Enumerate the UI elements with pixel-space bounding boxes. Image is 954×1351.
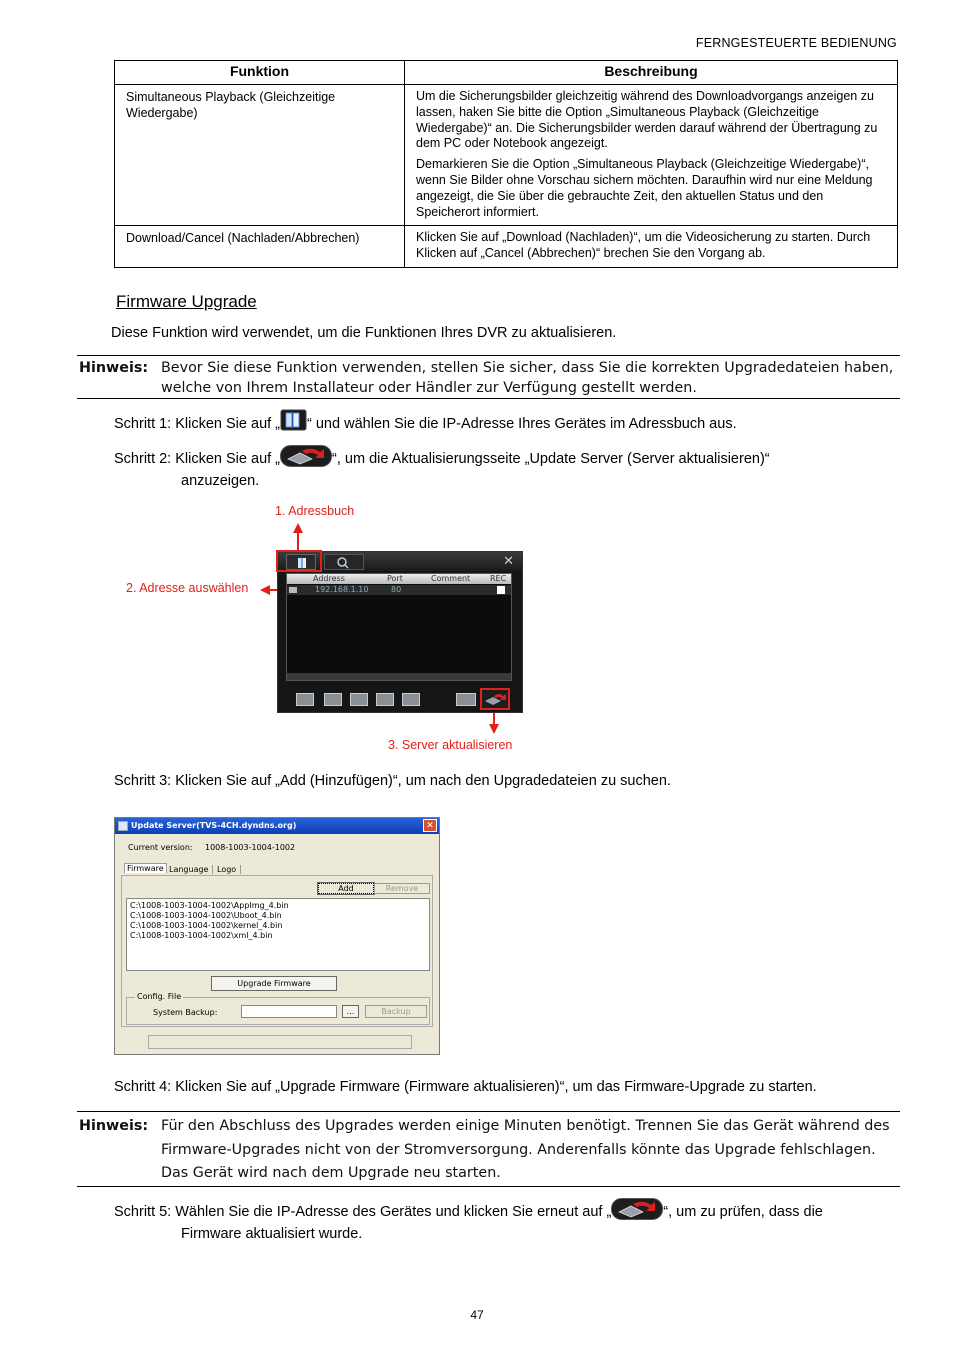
- column-port[interactable]: Port: [387, 574, 403, 583]
- note-text: Bevor Sie diese Funktion verwenden, stellen Sie sicher, dass Sie die korrekten Upgradedateien haben, welche von Ihrem Installateur oder Händler zur Verfügung gestellt werden.: [161, 360, 894, 396]
- grid-view-button[interactable]: [376, 693, 394, 706]
- config-file-group: [126, 992, 430, 1025]
- row-port: 80: [391, 585, 402, 594]
- edit-entry-button[interactable]: [324, 693, 342, 706]
- add-entry-button[interactable]: [296, 693, 314, 706]
- tab-panel: [121, 875, 433, 1027]
- list-item[interactable]: C:\1008-1003-1004-1002\Uboot_4.bin: [130, 911, 282, 920]
- app-icon: [118, 821, 128, 831]
- address-book-window: [277, 551, 523, 713]
- current-version-label: Current version:: [128, 843, 193, 852]
- description-paragraph: Klicken Sie auf „Download (Nachladen)“, um die Videosicherung zu starten. Durch Klicken auf „Cancel (Abbrechen)“ brechen Sie den Vorgang ab.: [416, 230, 871, 260]
- step-text: anzuzeigen.: [181, 473, 260, 490]
- description-cell: [405, 85, 898, 226]
- highlight-address-book: [276, 550, 322, 572]
- step-text: “ und wählen Sie die IP-Adresse Ihres Gerätes im Adressbuch aus.: [307, 416, 737, 432]
- browse-button[interactable]: ...: [342, 1005, 359, 1018]
- update-server-button[interactable]: [480, 688, 510, 710]
- list-item[interactable]: C:\1008-1003-1004-1002\AppImg_4.bin: [130, 901, 289, 910]
- horizontal-scrollbar[interactable]: [287, 673, 511, 680]
- button-bar: [278, 690, 522, 712]
- row-icon: [289, 587, 297, 593]
- system-backup-label: System Backup:: [153, 1008, 218, 1017]
- tab-language[interactable]: Language: [169, 865, 213, 874]
- step-text: Firmware aktualisiert wurde.: [181, 1226, 363, 1243]
- status-bar: [148, 1035, 412, 1049]
- search-icon: [325, 555, 365, 571]
- download-button[interactable]: [456, 693, 476, 706]
- note-label: Hinweis:: [79, 360, 149, 376]
- current-version-value: 1008-1003-1004-1002: [205, 843, 296, 852]
- column-rec[interactable]: REC: [490, 574, 507, 583]
- section-title: Firmware Upgrade: [116, 292, 257, 311]
- delete-entry-button[interactable]: [402, 693, 420, 706]
- remove-button[interactable]: Remove: [374, 883, 430, 894]
- list-item[interactable]: C:\1008-1003-1004-1002\kernel_4.bin: [130, 921, 283, 930]
- row-address: 192.168.1.10: [315, 585, 369, 594]
- note-box: [77, 355, 900, 399]
- page-header: FERNGESTEUERTE BEDIENUNG: [695, 36, 897, 50]
- rec-checkbox[interactable]: [497, 586, 505, 594]
- step-text: “, um zu prüfen, dass die: [663, 1204, 823, 1220]
- note-box: [77, 1111, 900, 1187]
- list-header: [287, 574, 511, 584]
- step-text: Schritt 2: Klicken Sie auf „: [114, 451, 281, 467]
- close-icon[interactable]: ✕: [503, 553, 514, 568]
- address-list: [286, 573, 512, 681]
- search-tab[interactable]: [324, 554, 364, 570]
- dialog-title: Update Server(TVS-4CH.dyndns.org): [131, 821, 297, 830]
- update-server-icon: [280, 445, 332, 467]
- note-text: Für den Abschluss des Upgrades werden einige Minuten benötigt. Trennen Sie das Gerät während des Firmware-Upgrades nicht von der Stromversorgung. Anderenfalls könnte das Upgrade fehlschlagen. Das Gerät wird nach dem Upgrade neu starten.: [161, 1118, 890, 1181]
- callout-address-book: 1. Adressbuch: [275, 504, 355, 518]
- note-label: Hinweis:: [79, 1118, 149, 1134]
- page-number: 47: [470, 1308, 484, 1322]
- tab-logo[interactable]: Logo: [217, 865, 241, 874]
- table-row: [115, 226, 898, 268]
- step-1: [114, 413, 737, 435]
- tab-firmware[interactable]: Firmware: [124, 863, 167, 873]
- description-cell: [405, 226, 898, 268]
- section-intro: Diese Funktion wird verwendet, um die Funktionen Ihres DVR zu aktualisieren.: [111, 325, 617, 341]
- function-cell: Simultaneous Playback (Gleichzeitige Wiedergabe): [115, 85, 405, 226]
- list-view-button[interactable]: [350, 693, 368, 706]
- callout-update-server: 3. Server aktualisieren: [388, 738, 513, 752]
- backup-path-input[interactable]: [241, 1005, 337, 1018]
- table-row: [115, 85, 898, 226]
- description-paragraph: Demarkieren Sie die Option „Simultaneous Playback (Gleichzeitige Wiedergabe)“, wenn Sie Bilder ohne Vorschau sichern möchten. Daraufhin wird nur eine Meldung angezeigt, die Sie über die gebrauchte Zeit, den aktuellen Status und den Speicherort informiert.: [416, 157, 873, 219]
- update-server-dialog: [114, 817, 440, 1055]
- step-text: Schritt 1: Klicken Sie auf „: [114, 416, 281, 432]
- backup-button[interactable]: Backup: [365, 1005, 427, 1018]
- close-icon[interactable]: ✕: [423, 819, 437, 832]
- function-cell: Download/Cancel (Nachladen/Abbrechen): [115, 226, 405, 268]
- file-list[interactable]: [126, 898, 430, 971]
- dialog-titlebar: [115, 818, 439, 834]
- description-paragraph: Um die Sicherungsbilder gleichzeitig während des Downloadvorgangs anzeigen zu lassen, haken Sie bitte die Option „Simultaneous Playback (Gleichzeitige Wiedergabe)“ an. Die Sicherungsbilder werden darauf während der Übertragung zu dem PC oder Notebook angezeigt.: [416, 89, 878, 151]
- update-server-icon: [482, 690, 508, 708]
- upgrade-firmware-button[interactable]: Upgrade Firmware: [211, 976, 337, 991]
- table-header-row: [115, 61, 898, 85]
- add-button[interactable]: Add: [318, 883, 374, 894]
- step-2: [114, 448, 770, 492]
- step-5: [114, 1201, 904, 1245]
- column-header-function: Funktion: [115, 61, 405, 85]
- update-server-icon: [611, 1198, 663, 1220]
- step-text: “, um die Aktualisierungsseite „Update Server (Server aktualisieren)“: [332, 451, 770, 467]
- column-header-description: Beschreibung: [405, 61, 898, 85]
- step-4: Schritt 4: Klicken Sie auf „Upgrade Firmware (Firmware aktualisieren)“, um das Firmware-Upgrade zu starten.: [114, 1079, 817, 1095]
- table-row[interactable]: [287, 585, 511, 595]
- step-text: Schritt 5: Wählen Sie die IP-Adresse des Gerätes und klicken Sie erneut auf „: [114, 1204, 612, 1220]
- address-book-icon: [280, 409, 307, 431]
- function-table: [114, 60, 898, 268]
- config-file-label: Config. File: [137, 992, 182, 1001]
- callout-select-address: 2. Adresse auswählen: [126, 581, 249, 595]
- list-item[interactable]: C:\1008-1003-1004-1002\xml_4.bin: [130, 931, 273, 940]
- step-3: Schritt 3: Klicken Sie auf „Add (Hinzufügen)“, um nach den Upgradedateien zu suchen.: [114, 773, 671, 789]
- column-comment[interactable]: Comment: [431, 574, 471, 583]
- column-address[interactable]: Address: [313, 574, 345, 583]
